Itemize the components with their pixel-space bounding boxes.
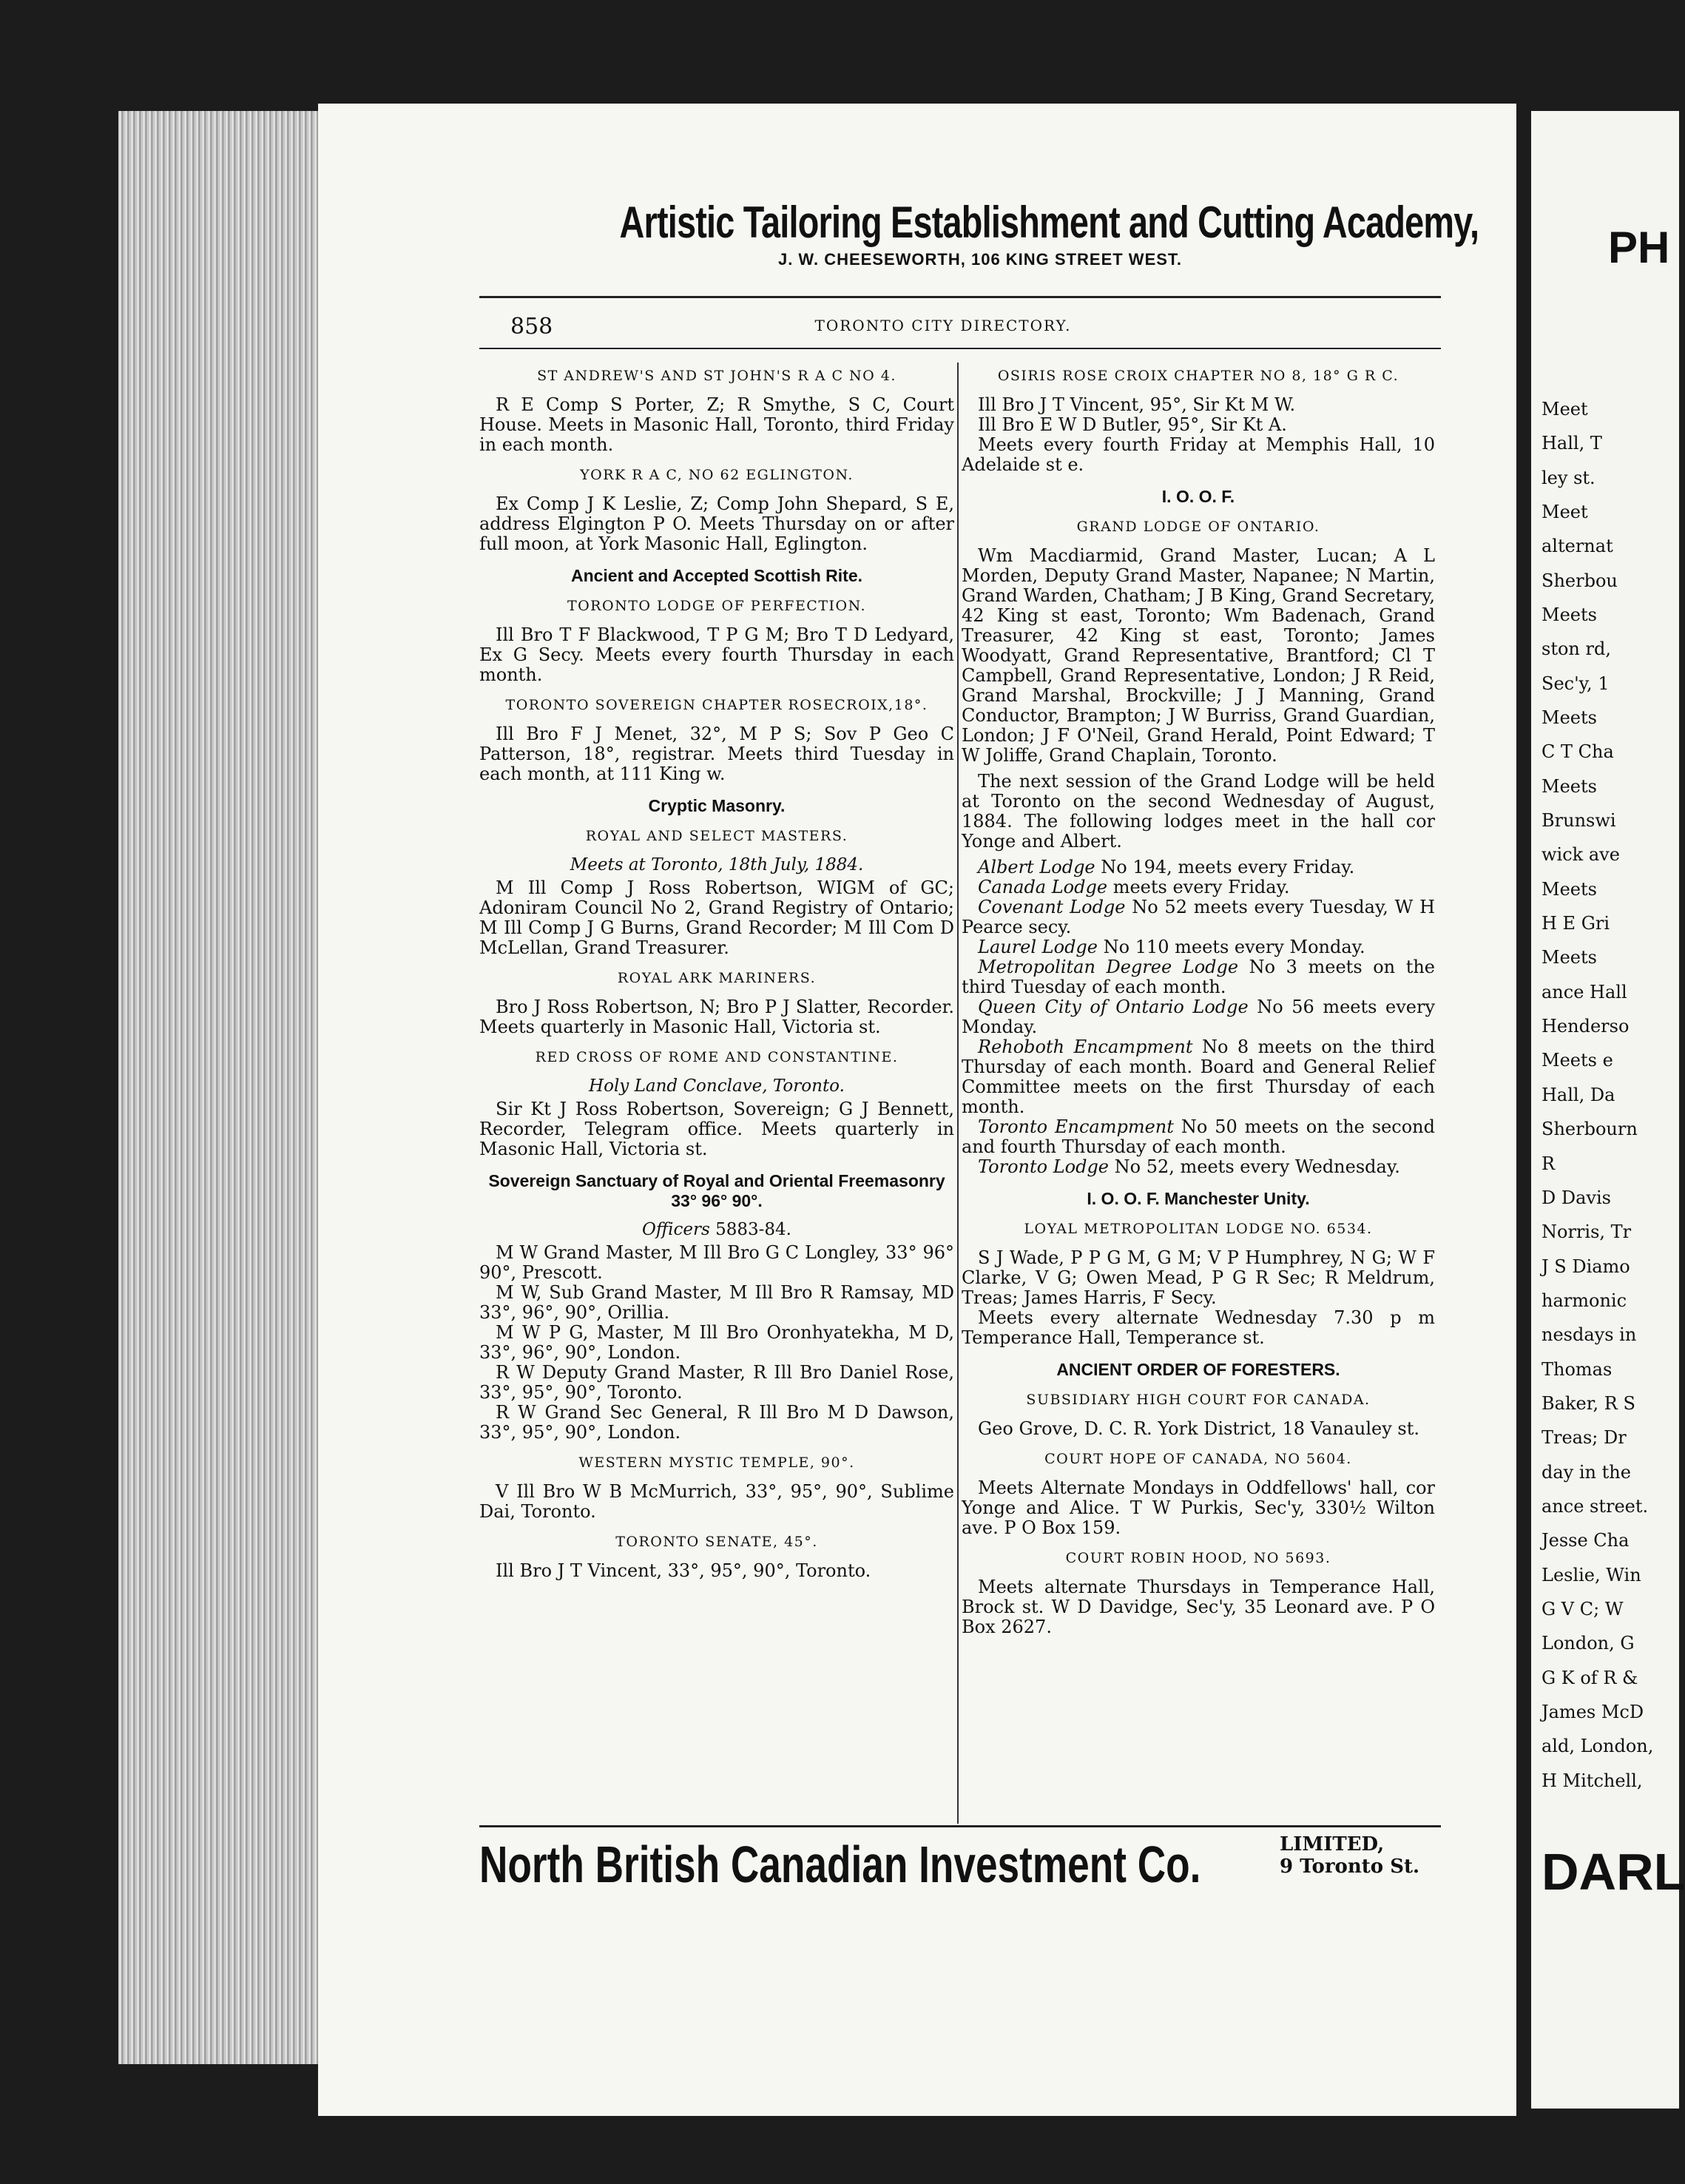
section-text: Wm Macdiarmid, Grand Master, Lucan; A L Morden, Deputy Grand Master, Napanee; N Martin, Grand Warden, Chatham; J B King, Grand Secretary, 42 King st east, Toronto; Wm Badenach, Grand Treasurer, 42 King st east, Toronto; James Woodyatt, Grand Representative, Brantford; Cl T Campbell, Grand Representative, London; J R Reid, Grand Marshal, Brockville; J J Manning, Grand Conductor, Brampton; J W Burriss, Grand Guardian, London; J F O'Neil, Grand Herald, Point Edward; T W Joliffe, Grand Chaplain, Toronto. (962, 545, 1435, 766)
facing-page-fragment: harmonic (1542, 1290, 1627, 1311)
facing-page-footer-ad: DARL (1542, 1843, 1685, 1901)
facing-page-fragment: Henderso (1542, 1016, 1630, 1037)
footer-ad-tag (1280, 1833, 1419, 1878)
section-heading: WESTERN MYSTIC TEMPLE, 90°. (578, 1455, 855, 1471)
lodge-entry (962, 957, 1435, 997)
officers-year: 5883-84. (715, 1220, 791, 1239)
running-head-rule (479, 348, 1441, 349)
lodge-entry (962, 997, 1435, 1037)
lodge-details: No 110 meets every Monday. (1098, 937, 1365, 957)
section-text: S J Wade, P P G M, G M; V P Humphrey, N G; W F Clarke, V G; Owen Mead, P G R Sec; R Meldrum, Treas; James Harris, F Secy. (962, 1247, 1435, 1308)
facing-page-fragment: James McD (1542, 1701, 1644, 1722)
section-text: Ill Bro J T Vincent, 33°, 95°, 90°, Toronto. (496, 1560, 871, 1581)
section-heading: ROYAL ARK MARINERS. (617, 970, 817, 986)
facing-page-fragment: J S Diamo (1542, 1256, 1630, 1277)
section-heading: COURT HOPE OF CANADA, NO 5604. (1044, 1451, 1352, 1467)
facing-page-fragment: nesdays in (1542, 1324, 1637, 1346)
lodge-name: Toronto Encampment (978, 1116, 1174, 1137)
section-heading-bold: Sovereign Sanctuary of Royal and Oriental Freemasonry 33° 96° 90°. (488, 1171, 945, 1210)
section-text: Ex Comp J K Leslie, Z; Comp John Shepard, S E, address Elgington P O. Meets Thursday on or after full moon, at York Masonic Hall, Eglington. (479, 493, 954, 554)
section-text: R E Comp S Porter, Z; R Smythe, S C, Court House. Meets in Masonic Hall, Toronto, third Friday in each month. (479, 394, 954, 455)
section-text: Bro J Ross Robertson, N; Bro P J Slatter, Recorder. Meets quarterly in Masonic Hall, Victoria st. (479, 997, 954, 1037)
facing-page-fragment: Norris, Tr (1542, 1221, 1632, 1243)
section-text: Meets alternate Thursdays in Temperance Hall, Brock st. W D Davidge, Sec'y, 35 Leonard ave. P O Box 2627. (962, 1577, 1435, 1637)
facing-page-fragment: ance Hall (1542, 981, 1627, 1002)
facing-page-fragment: Meets (1542, 775, 1597, 797)
facing-page-fragment: Jesse Cha (1542, 1530, 1630, 1551)
lodge-name: Metropolitan Degree Lodge (978, 957, 1239, 977)
lodge-details: No 52 meets every Tuesday, W H Pearce secy. (962, 897, 1436, 937)
lodge-entry (962, 1037, 1435, 1117)
facing-page-fragment: Hall, Da (1542, 1084, 1615, 1105)
officers-label: Officers (641, 1220, 710, 1239)
section-text: M Ill Comp J Ross Robertson, WIGM of GC; Adoniram Council No 2, Grand Registry of Ontario; M Ill Comp J G Burns, Grand Recorder; M Ill Com D McLellan, Grand Treasurer. (479, 877, 954, 958)
facing-page-fragment: G K of R & (1542, 1667, 1638, 1688)
officer-entry: M W P G, Master, M Ill Bro Oronhyatekha, M D, 33°, 96°, 90°, London. (479, 1322, 954, 1363)
facing-page-heading: PH (1608, 223, 1670, 272)
section-text: V Ill Bro W B McMurrich, 33°, 95°, 90°, Sublime Dai, Toronto. (479, 1481, 954, 1522)
facing-page-fragment: Treas; Dr (1542, 1427, 1627, 1449)
lodge-name: Canada Lodge (978, 877, 1108, 897)
facing-page-fragment: Meets (1542, 947, 1597, 968)
footer-ad-address: 9 Toronto St. (1280, 1856, 1420, 1878)
section-heading: SUBSIDIARY HIGH COURT FOR CANADA. (1026, 1392, 1371, 1408)
section-heading: LOYAL METROPOLITAN LODGE NO. 6534. (1024, 1221, 1373, 1237)
lodge-entry (962, 857, 1435, 877)
facing-page-fragment: Meet (1542, 399, 1588, 419)
facing-page-fragment: ance street. (1542, 1495, 1649, 1517)
section-text: Ill Bro T F Blackwood, T P G M; Bro T D Ledyard, Ex G Secy. Meets every fourth Thursday in each month. (479, 624, 954, 685)
facing-page-fragment: Sec'y, 1 (1542, 673, 1610, 694)
section-heading: YORK R A C, NO 62 EGLINGTON. (580, 467, 854, 483)
lodge-entry (962, 937, 1435, 957)
section-heading: TORONTO SOVEREIGN CHAPTER ROSECROIX,18°. (505, 697, 928, 713)
column-divider (957, 363, 959, 1824)
section-text: Ill Bro E W D Butler, 95°, Sir Kt A. (978, 414, 1287, 435)
section-text: The next session of the Grand Lodge will be held at Toronto on the second Wednesday of August, 1884. The following lodges meet in the hall cor Yonge and Albert. (962, 771, 1435, 852)
header-rule (479, 296, 1441, 298)
facing-page-fragment: alternat (1542, 536, 1613, 557)
lodge-entry (962, 1117, 1435, 1157)
officer-entry: M W, Sub Grand Master, M Ill Bro R Ramsay, MD 33°, 96°, 90°, Orillia. (479, 1282, 954, 1323)
officer-entry: M W Grand Master, M Ill Bro G C Longley, 33° 96° 90°, Prescott. (479, 1242, 954, 1283)
lodge-details: No 194, meets every Friday. (1095, 857, 1355, 877)
facing-page-fragment: ald, London, (1542, 1736, 1654, 1757)
facing-page-fragment: ley st. (1542, 467, 1595, 488)
right-column (962, 366, 1435, 1643)
section-heading-bold: Cryptic Masonry. (648, 796, 786, 815)
facing-page-fragment: day in the (1542, 1461, 1631, 1483)
section-heading: TORONTO LODGE OF PERFECTION. (567, 598, 867, 614)
page-number: 858 (510, 314, 553, 340)
facing-page-fragment: H Mitchell, (1542, 1770, 1643, 1791)
left-column (479, 366, 954, 1587)
lodge-name: Covenant Lodge (978, 897, 1126, 917)
section-heading: COURT ROBIN HOOD, NO 5693. (1065, 1550, 1331, 1566)
lodge-details: No 52, meets every Wednesday. (1109, 1156, 1400, 1177)
facing-page-fragment: R (1542, 1153, 1556, 1174)
section-heading: GRAND LODGE OF ONTARIO. (1076, 519, 1320, 535)
lodge-details: No 56 meets every Monday. (962, 997, 1435, 1037)
facing-page-fragment: Leslie, Win (1542, 1564, 1641, 1585)
officer-entry: R W Grand Sec General, R Ill Bro M D Dawson, 33°, 95°, 90°, London. (479, 1402, 954, 1443)
officer-entry: R W Deputy Grand Master, R Ill Bro Daniel Rose, 33°, 95°, 90°, Toronto. (479, 1362, 954, 1403)
section-heading-bold: Ancient and Accepted Scottish Rite. (570, 566, 863, 585)
facing-page-fragment: London, G (1542, 1633, 1635, 1654)
lodge-entry (962, 877, 1435, 897)
section-subheading: Holy Land Conclave, Toronto. (589, 1076, 845, 1096)
header-ad-subtitle: J. W. CHEESEWORTH, 106 KING STREET WEST. (777, 250, 1183, 269)
facing-page-fragment: ston rd, (1542, 638, 1611, 660)
section-subheading: Meets at Toronto, 18th July, 1884. (570, 855, 864, 874)
section-heading-bold: I. O. O. F. Manchester Unity. (1087, 1189, 1310, 1208)
section-heading-bold: I. O. O. F. (1161, 487, 1235, 506)
facing-page-fragment: H E Gri (1542, 913, 1610, 934)
facing-page-fragment: Meets (1542, 707, 1597, 729)
footer-ad: North British Canadian Investment Co. (479, 1836, 1201, 1893)
facing-page-fragment: Meet (1542, 502, 1588, 523)
footer-rule (479, 1825, 1441, 1827)
running-title: TORONTO CITY DIRECTORY. (814, 317, 1072, 334)
facing-page-fragment: Meets (1542, 604, 1597, 626)
section-text: Sir Kt J Ross Robertson, Sovereign; G J Bennett, Recorder, Telegram office. Meets quarterly in Masonic Hall, Victoria st. (479, 1099, 954, 1159)
book-page-edges (118, 111, 340, 2064)
facing-page-fragment: Hall, T (1542, 433, 1602, 454)
facing-page (1531, 111, 1685, 2109)
lodge-name: Laurel Lodge (978, 937, 1098, 957)
facing-page-fragment: Sherbourn (1542, 1119, 1638, 1140)
facing-page-fragment: Thomas (1542, 1358, 1613, 1380)
section-text: Ill Bro J T Vincent, 95°, Sir Kt M W. (978, 394, 1296, 415)
lodge-name: Toronto Lodge (978, 1156, 1110, 1177)
lodge-details: No 3 meets on the third Tuesday of each month. (962, 957, 1435, 997)
lodge-entry (962, 1157, 1435, 1177)
section-heading: TORONTO SENATE, 45°. (615, 1534, 818, 1550)
facing-page-fragment: Meets (1542, 878, 1597, 900)
facing-page-fragment: C T Cha (1542, 741, 1614, 763)
facing-page-fragment: Baker, R S (1542, 1392, 1635, 1414)
section-heading: RED CROSS OF ROME AND CONSTANTINE. (535, 1049, 899, 1065)
section-heading: ST ANDREW'S AND ST JOHN'S R A C NO 4. (537, 368, 896, 384)
lodge-name: Queen City of Ontario Lodge (978, 997, 1249, 1017)
section-text: Meets every fourth Friday at Memphis Hall, 10 Adelaide st e. (962, 434, 1435, 475)
facing-page-fragment: Meets e (1542, 1050, 1613, 1071)
section-text: Meets every alternate Wednesday 7.30 p m Temperance Hall, Temperance st. (962, 1307, 1435, 1348)
lodge-details: meets every Friday. (1107, 877, 1290, 897)
lodge-name: Albert Lodge (978, 857, 1095, 877)
facing-page-fragment: G V C; W (1542, 1598, 1624, 1620)
section-text: Geo Grove, D. C. R. York District, 18 Vanauley st. (978, 1418, 1420, 1439)
header-ad-title: Artistic Tailoring Establishment and Cutting Academy, (619, 198, 1479, 247)
footer-ad-limited: LIMITED, (1280, 1833, 1385, 1856)
lodge-list (962, 857, 1435, 1177)
section-subheading (479, 1220, 954, 1240)
lodge-entry (962, 897, 1435, 937)
section-text: Ill Bro F J Menet, 32°, M P S; Sov P Geo C Patterson, 18°, registrar. Meets third Tuesday in each month, at 111 King w. (479, 724, 954, 784)
facing-page-fragment: Sherbou (1542, 570, 1618, 591)
section-heading-bold: ANCIENT ORDER OF FORESTERS. (1056, 1360, 1340, 1379)
lodge-details: No 8 meets on the third Thursday of each month. Board and General Relief Committee meets on the first Thursday of each month. (962, 1037, 1435, 1117)
section-text: Meets Alternate Mondays in Oddfellows' hall, cor Yonge and Alice. T W Purkis, Sec'y, 330½ Wilton ave. P O Box 159. (962, 1477, 1435, 1538)
section-heading: OSIRIS ROSE CROIX CHAPTER NO 8, 18° G R C. (997, 368, 1399, 384)
facing-page-fragment: D Davis (1542, 1187, 1611, 1208)
lodge-name: Rehoboth Encampment (978, 1037, 1193, 1057)
section-heading: ROYAL AND SELECT MASTERS. (585, 828, 848, 844)
facing-page-fragment: wick ave (1542, 844, 1620, 866)
facing-page-fragment: Brunswi (1542, 810, 1616, 832)
lodge-details: No 50 meets on the second and fourth Thursday of each month. (962, 1116, 1436, 1157)
